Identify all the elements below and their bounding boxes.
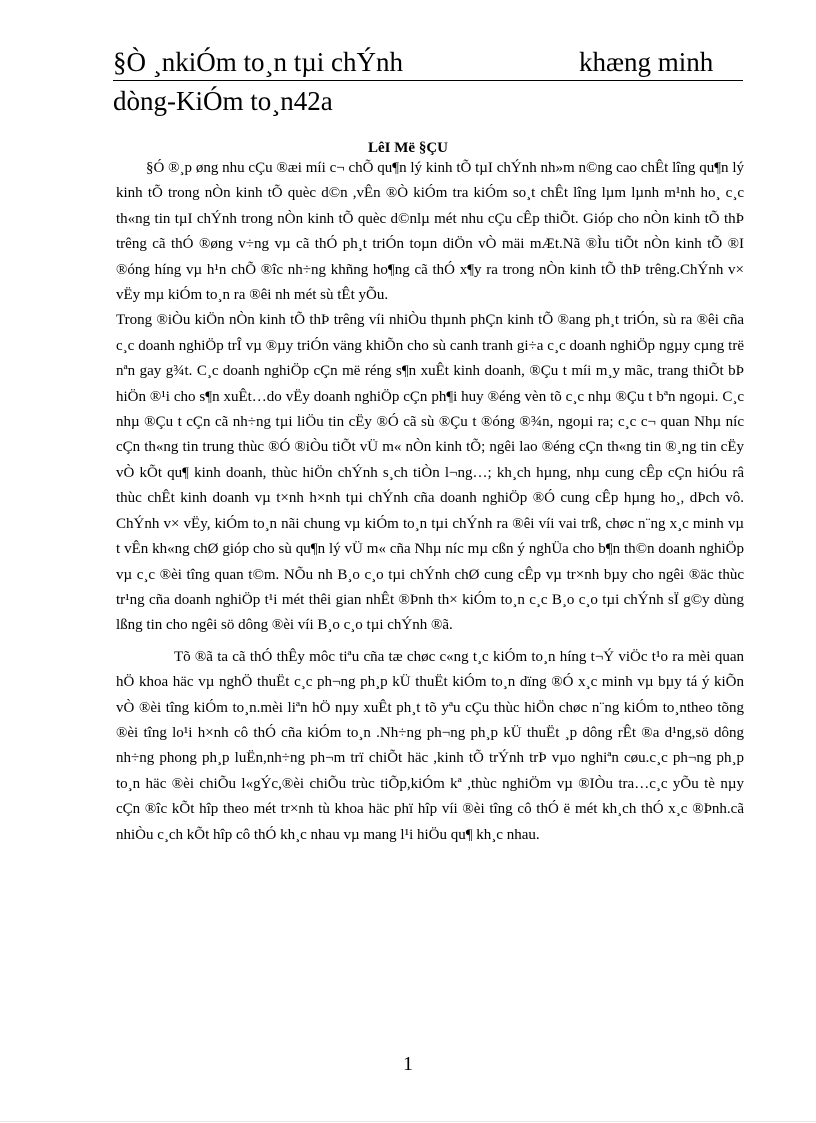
paragraph-1: §Ó ®¸p øng nhu cÇu ®æi míi c¬ chÕ qu¶n lý kinh tÕ tµI chÝnh nh»m n©ng cao chÊt lîng qu¶n lý kinh tÕ trong nÒn kinh tÕ quèc d©n ,vÊn ®Ò kiÓm tra kiÓm so¸t chÊt lîng lµm lµnh m¹nh ho¸ c¸c th«ng tin tµI chÝnh trong nÒn kinh tÕ quèc d©nlµ mét nhu cÇu cÊp thiÕt. Gióp cho nÒn kinh tÕ thÞ trêng cã thÓ ®øng v÷ng vµ cã thÓ ph¸t triÓn toµn diÖn vÒ mäi mÆt.Nã ®Ìu tiÕt nÒn kinh tÕ ®I ®óng híng vµ h¹n chÕ ®îc nh÷ng khñng ho¶ng cã thÓ x¶y ra trong nÒn kinh tÕ thÞ trêng.ChÝnh v× vËy mµ kiÓm to¸n ra ®êi nh mét sù tÊt yÕu. (116, 160, 744, 304)
header-right-title: khæng minh (579, 47, 714, 77)
header-subtitle: dòng-KiÓm to¸n42a (113, 86, 333, 116)
paragraph-2: Trong ®iÒu kiÖn nÒn kinh tÕ thÞ trêng víi nhiÒu thµnh phÇn kinh tÕ ®ang ph¸t triÓn, sù ra ®êi cña c¸c doanh nghiÖp trÎ vµ ®µy triÓn väng khiÕn cho sù canh tranh gi÷a c¸c doanh nghiÖp ngµy cµng trë nªn gay g¾t. C¸c doanh nghiÖp cÇn më réng s¶n xuÊt kinh doanh, ®Çu t míi m¸y mãc, trang thiÕt bÞ hiÖn ®¹i cho s¶n xuÊt…do vËy doanh nghiÖp cÇn ph¶i huy ®éng vèn tõ c¸c nhµ ®Çu t bªn ngoµi. C¸c nhµ ®Çu t cÇn cã nh÷ng tµi liÖu tin cËy ®Ó cã sù ®Çu t ®óng ®¾n, ngoµi ra; c¸c c¬ quan Nhµ níc cÇn th«ng tin trung thùc ®Ó ®iÒu tiÕt vÜ m« nÒn kinh tÕ; ngêi lao ®éng cÇn th«ng tin ®¸ng tin cËy vÒ kÕt qu¶ kinh doanh, thùc hiÖn chÝnh s¸ch tiÒn l¬ng…; kh¸ch hµng, nhµ cung cÊp cÇn hiÓu râ thùc chÊt kinh doanh vµ t×nh h×nh tµi chÝnh cña doanh nghiÖp ®Ó cung cÊp hµng ho¸, dÞch vô. ChÝnh v× vËy, kiÓm to¸n nãi chung vµ kiÓm to¸n tµi chÝnh ra ®êi víi vai trß, chøc n¨ng x¸c minh vµ t vÊn kh«ng chØ gióp cho sù qu¶n lý vÜ m« cña Nhµ níc mµ cßn ý nghÜa cho b¶n th©n doanh nghiÖp vµ c¸c ®èi tîng quan t©m. NÕu nh B¸o c¸o tµi chÝnh chØ cung cÊp vµ tr×nh bµy cho ngêi ®äc thùc tr¹ng cña doanh nghiÖp t¹i mét thêi gian nhÊt ®Þnh th× kiÓm to¸n c¸c B¸o c¸o tµi chÝnh sÏ g©y dùng lßng tin cho ngêi sö dông ®èi víi B¸o c¸o tµi chÝnh ®ã. (116, 312, 744, 634)
header-title-row (113, 48, 743, 81)
document-body (116, 156, 744, 848)
page-header (113, 48, 743, 117)
page-bottom-rule (0, 1121, 816, 1122)
document-title: LêI Më §ÇU (368, 140, 448, 156)
header-left-title: §Ò ¸nkiÓm to¸n tµi chÝnh (113, 47, 404, 77)
paragraph-3: Tõ ®ã ta cã thÓ thÊy môc tiªu cña tæ chøc c«ng t¸c kiÓm to¸n híng t¬Ý viÖc t¹o ra mèi quan hÖ khoa häc vµ nghÖ thuËt c¸c ph¬ng ph¸p kÜ thuËt kiÓm to¸n dïng ®Ó x¸c minh vµ bµy tá ý kiÕn vÒ ®èi tîng kiÓm to¸n.mèi liªn hÖ nµy xuÊt ph¸t tõ yªu cÇu thùc hiÖn chøc n¨ng kiÓm to¸ntheo tõng ®èi tîng lo¹i h×nh cô thÓ cña kiÓm to¸n .Nh÷ng ph¬ng ph¸p kÜ thuËt ¸p dông rÊt ®a d¹ng,sö dông nh÷ng phong ph¸p luËn,nh÷ng ph¬m trï chiÕt häc ,kinh tÕ trÝnh trÞ vµo nghiªn cøu.c¸c ph¬ng ph¸p to¸n häc ®èi chiÕu l«gÝc,®èi chiÕu trùc tiÕp,kiÓm kª ,thùc nghiÖm vµ ®IÒu tra…c¸c yÕu tè nµy cÇn ®îc kÕt hîp theo mét tr×nh tù khoa häc phï hîp víi ®èi tîng cô thÓ ë mét kh¸ch thÓ x¸c ®Þnh.cã nhiÒu c¸ch kÕt hîp cô thÓ kh¸c nhau vµ mang l¹i hiÖu qu¶ kh¸c nhau. (116, 648, 744, 843)
page-number: 1 (403, 1053, 413, 1075)
